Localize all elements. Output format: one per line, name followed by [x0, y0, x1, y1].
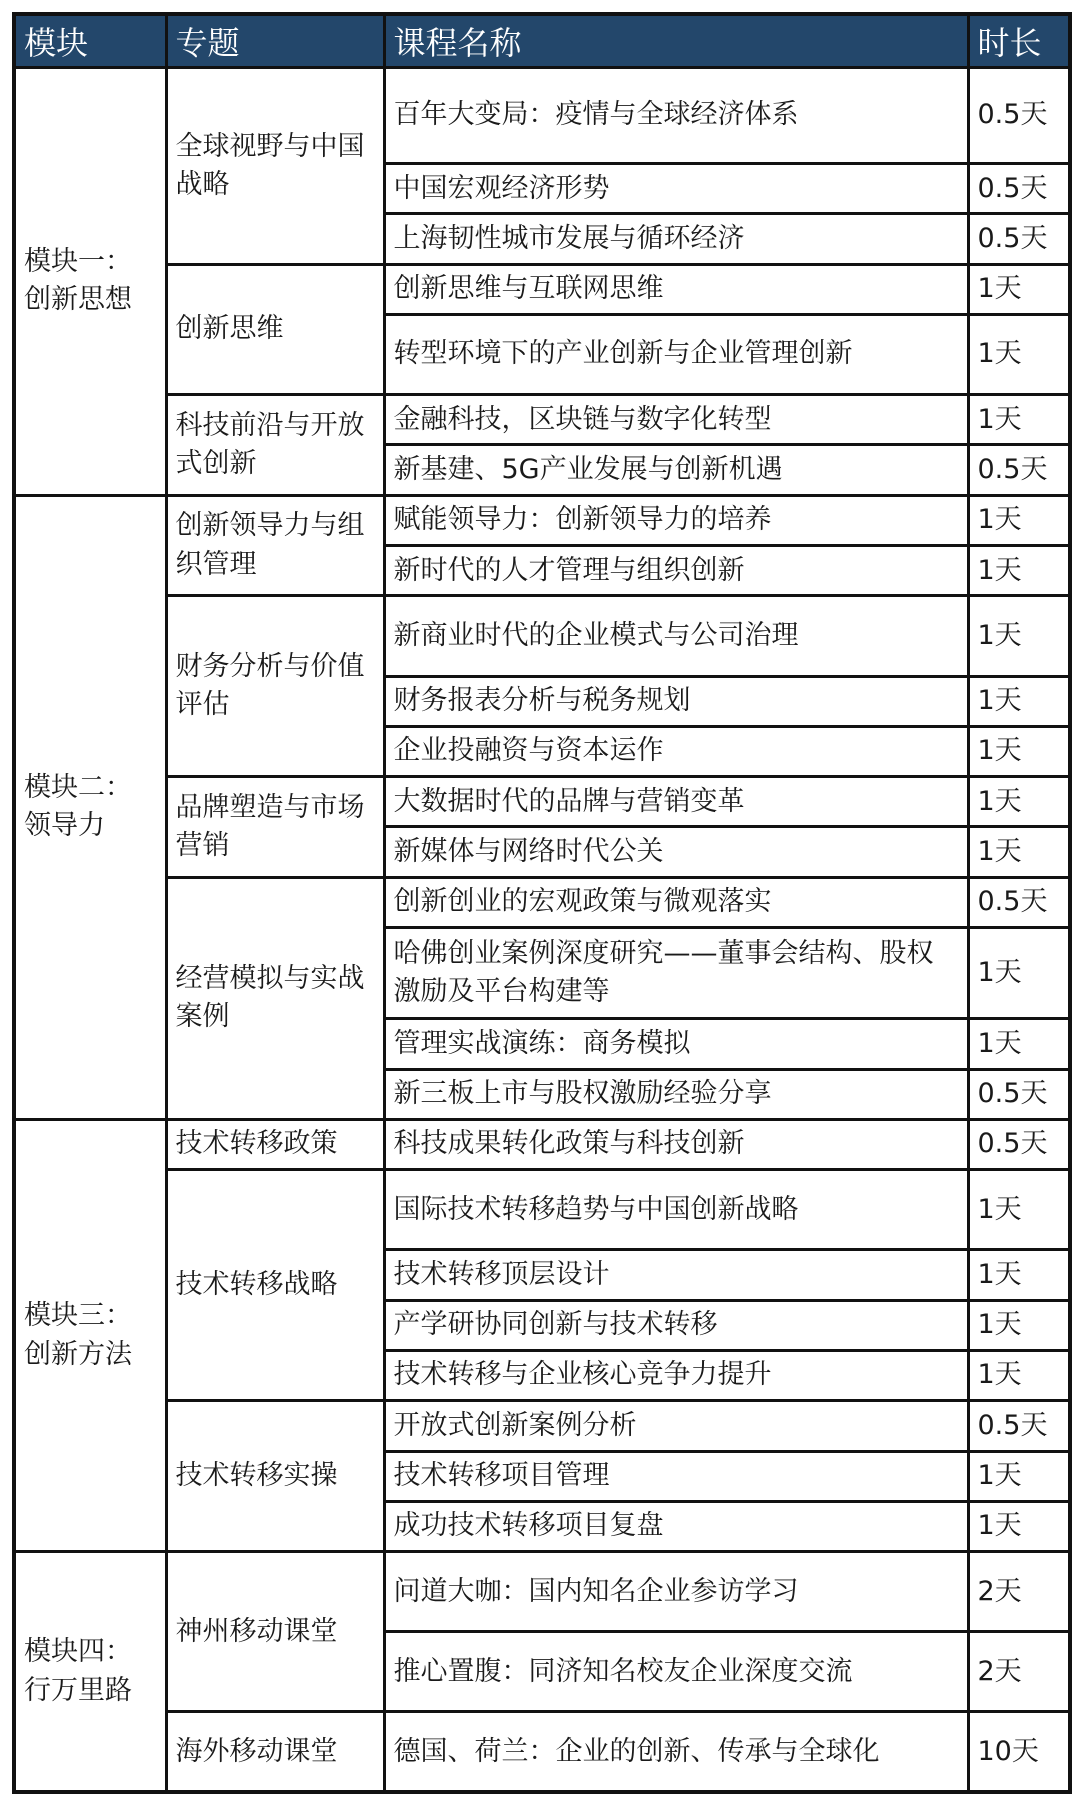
course-duration: 1天 — [968, 726, 1070, 776]
topic-name: 技术转移政策 — [166, 1119, 384, 1169]
course-title: 新媒体与网络时代公关 — [384, 827, 968, 877]
curriculum-table — [12, 12, 1072, 1794]
course-title: 中国宏观经济形势 — [384, 164, 968, 214]
course-duration: 1天 — [968, 1250, 1070, 1300]
course-title: 新基建、5G产业发展与创新机遇 — [384, 445, 968, 495]
course-duration: 0.5天 — [968, 214, 1070, 264]
table-row — [14, 1552, 1070, 1632]
course-title: 管理实战演练：商务模拟 — [384, 1019, 968, 1069]
course-duration: 0.5天 — [968, 1119, 1070, 1169]
course-duration: 1天 — [968, 315, 1070, 395]
table-row — [14, 596, 1070, 676]
course-title: 推心置腹：同济知名校友企业深度交流 — [384, 1632, 968, 1712]
course-title: 开放式创新案例分析 — [384, 1401, 968, 1451]
course-title: 产学研协同创新与技术转移 — [384, 1300, 968, 1350]
course-title: 财务报表分析与税务规划 — [384, 676, 968, 726]
course-duration: 2天 — [968, 1552, 1070, 1632]
course-title: 金融科技，区块链与数字化转型 — [384, 395, 968, 445]
course-duration: 1天 — [968, 264, 1070, 314]
course-duration: 1天 — [968, 777, 1070, 827]
course-title: 创新思维与互联网思维 — [384, 264, 968, 314]
course-title: 转型环境下的产业创新与企业管理创新 — [384, 315, 968, 395]
topic-name: 技术转移战略 — [166, 1170, 384, 1401]
table-row — [14, 1401, 1070, 1451]
header-topic: 专题 — [166, 14, 384, 68]
course-title: 技术转移与企业核心竞争力提升 — [384, 1350, 968, 1400]
topic-name: 创新领导力与组织管理 — [166, 495, 384, 596]
course-duration: 1天 — [968, 1019, 1070, 1069]
course-title: 技术转移项目管理 — [384, 1451, 968, 1501]
course-title: 国际技术转移趋势与中国创新战略 — [384, 1170, 968, 1250]
course-duration: 1天 — [968, 928, 1070, 1019]
course-duration: 1天 — [968, 1300, 1070, 1350]
topic-name: 经营模拟与实战案例 — [166, 877, 384, 1119]
topic-name: 创新思维 — [166, 264, 384, 394]
course-title: 企业投融资与资本运作 — [384, 726, 968, 776]
course-duration: 1天 — [968, 827, 1070, 877]
course-title: 技术转移顶层设计 — [384, 1250, 968, 1300]
course-title: 哈佛创业案例深度研究——董事会结构、股权激励及平台构建等 — [384, 928, 968, 1019]
course-title: 百年大变局：疫情与全球经济体系 — [384, 68, 968, 164]
table-row — [14, 877, 1070, 927]
course-title: 德国、荷兰：企业的创新、传承与全球化 — [384, 1712, 968, 1792]
table-row — [14, 777, 1070, 827]
topic-name: 海外移动课堂 — [166, 1712, 384, 1792]
course-duration: 1天 — [968, 395, 1070, 445]
course-title: 上海韧性城市发展与循环经济 — [384, 214, 968, 264]
course-duration: 1天 — [968, 1501, 1070, 1551]
course-title: 新三板上市与股权激励经验分享 — [384, 1069, 968, 1119]
course-title: 大数据时代的品牌与营销变革 — [384, 777, 968, 827]
course-title: 问道大咖：国内知名企业参访学习 — [384, 1552, 968, 1632]
course-duration: 0.5天 — [968, 164, 1070, 214]
table-row — [14, 495, 1070, 545]
topic-name: 品牌塑造与市场营销 — [166, 777, 384, 878]
table-row — [14, 1712, 1070, 1792]
table-row — [14, 1170, 1070, 1250]
topic-name: 技术转移实操 — [166, 1401, 384, 1552]
course-duration: 0.5天 — [968, 877, 1070, 927]
course-duration: 2天 — [968, 1632, 1070, 1712]
course-duration: 1天 — [968, 546, 1070, 596]
course-title: 创新创业的宏观政策与微观落实 — [384, 877, 968, 927]
course-duration: 0.5天 — [968, 1401, 1070, 1451]
course-title: 新时代的人才管理与组织创新 — [384, 546, 968, 596]
topic-name: 科技前沿与开放式创新 — [166, 395, 384, 496]
header-course: 课程名称 — [384, 14, 968, 68]
course-duration: 0.5天 — [968, 68, 1070, 164]
course-duration: 0.5天 — [968, 1069, 1070, 1119]
course-duration: 1天 — [968, 596, 1070, 676]
module-name: 模块二：领导力 — [14, 495, 166, 1119]
course-duration: 1天 — [968, 676, 1070, 726]
header-duration: 时长 — [968, 14, 1070, 68]
course-duration: 0.5天 — [968, 445, 1070, 495]
course-title: 新商业时代的企业模式与公司治理 — [384, 596, 968, 676]
course-duration: 1天 — [968, 1170, 1070, 1250]
course-duration: 1天 — [968, 1350, 1070, 1400]
course-duration: 1天 — [968, 495, 1070, 545]
course-title: 科技成果转化政策与科技创新 — [384, 1119, 968, 1169]
table-row — [14, 264, 1070, 314]
header-row — [14, 14, 1070, 68]
course-duration: 1天 — [968, 1451, 1070, 1501]
topic-name: 全球视野与中国战略 — [166, 68, 384, 265]
module-name: 模块一：创新思想 — [14, 68, 166, 496]
course-title: 赋能领导力：创新领导力的培养 — [384, 495, 968, 545]
header-module: 模块 — [14, 14, 166, 68]
module-name: 模块三：创新方法 — [14, 1119, 166, 1551]
course-title: 成功技术转移项目复盘 — [384, 1501, 968, 1551]
table-row — [14, 395, 1070, 445]
course-duration: 10天 — [968, 1712, 1070, 1792]
table-row — [14, 68, 1070, 164]
topic-name: 神州移动课堂 — [166, 1552, 384, 1712]
topic-name: 财务分析与价值评估 — [166, 596, 384, 777]
table-row — [14, 1119, 1070, 1169]
table-body — [14, 68, 1070, 1793]
module-name: 模块四：行万里路 — [14, 1552, 166, 1792]
